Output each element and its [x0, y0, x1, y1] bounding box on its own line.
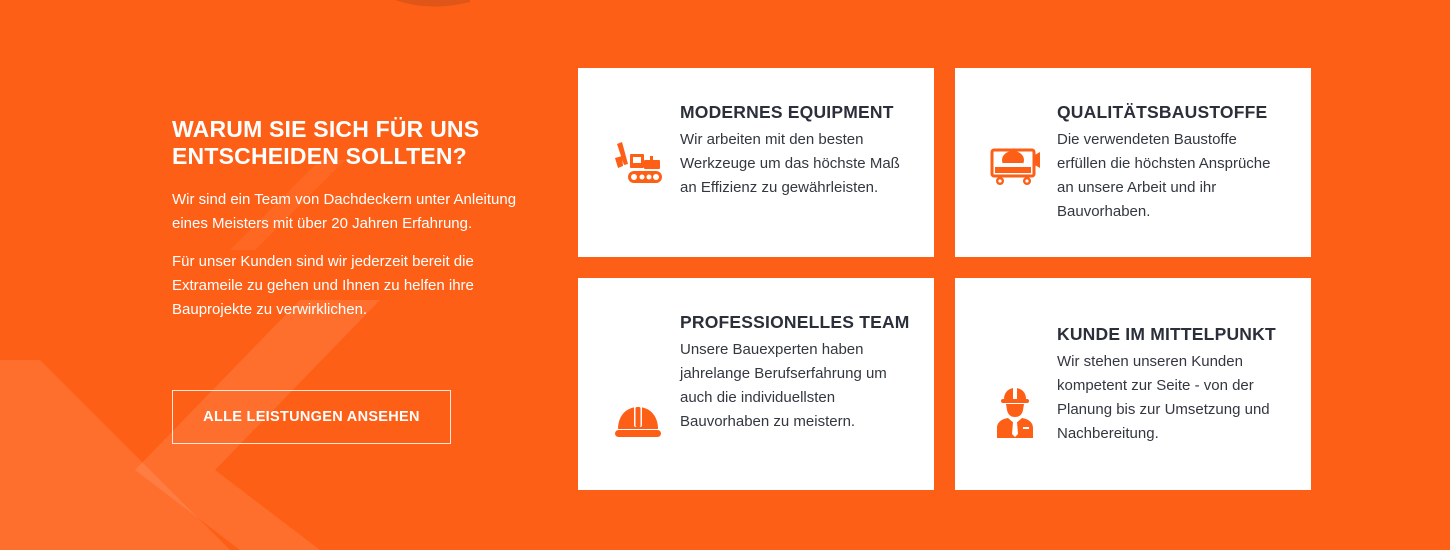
- feature-title: MODERNES EQUIPMENT: [680, 102, 894, 122]
- feature-text: Wir stehen unseren Kunden kompetent zur Seite - von der Planung bis zur Umsetzung und Nachbereitung.: [1057, 353, 1270, 442]
- section-title: WARUM SIE SICH FÜR UNS ENTSCHEIDEN SOLLTEN?: [172, 116, 480, 169]
- intro-paragraph-1: Wir sind ein Team von Dachdeckern unter Anleitung eines Meisters mit über 20 Jahren Erfahrung.: [172, 191, 517, 232]
- feature-card-equipment: [578, 68, 934, 257]
- feature-title: KUNDE IM MITTELPUNKT: [1057, 324, 1276, 344]
- cement-mixer-icon: [989, 138, 1041, 190]
- feature-title: PROFESSIONELLES TEAM: [680, 312, 910, 332]
- feature-text: Wir arbeiten mit den besten Werkzeuge um das höchste Maß an Effizienz zu gewährleisten.: [680, 131, 900, 196]
- intro-paragraph-2: Für unser Kunden sind wir jederzeit bereit die Extrameile zu gehen und Ihnen zu helfen ihre Bauprojekte zu verwirklichen.: [172, 253, 474, 318]
- feature-card-team: [578, 278, 934, 490]
- hard-hat-icon: [612, 397, 664, 449]
- all-services-button[interactable]: ALLE LEISTUNGEN ANSEHEN: [172, 390, 451, 444]
- feature-title: QUALITÄTSBAUSTOFFE: [1057, 102, 1268, 122]
- feature-card-materials: [955, 68, 1311, 257]
- intro-section: [172, 116, 517, 322]
- feature-card-customer: [955, 278, 1311, 490]
- feature-text: Die verwendeten Baustoffe erfüllen die höchsten Ansprüche an unsere Arbeit und ihr Bauvorhaben.: [1057, 131, 1271, 220]
- feature-text: Unsere Bauexperten haben jahrelange Berufserfahrung um auch die individuellsten Bauvorhaben zu meistern.: [680, 341, 887, 430]
- excavator-icon: [612, 138, 664, 190]
- construction-worker-icon: [989, 386, 1041, 438]
